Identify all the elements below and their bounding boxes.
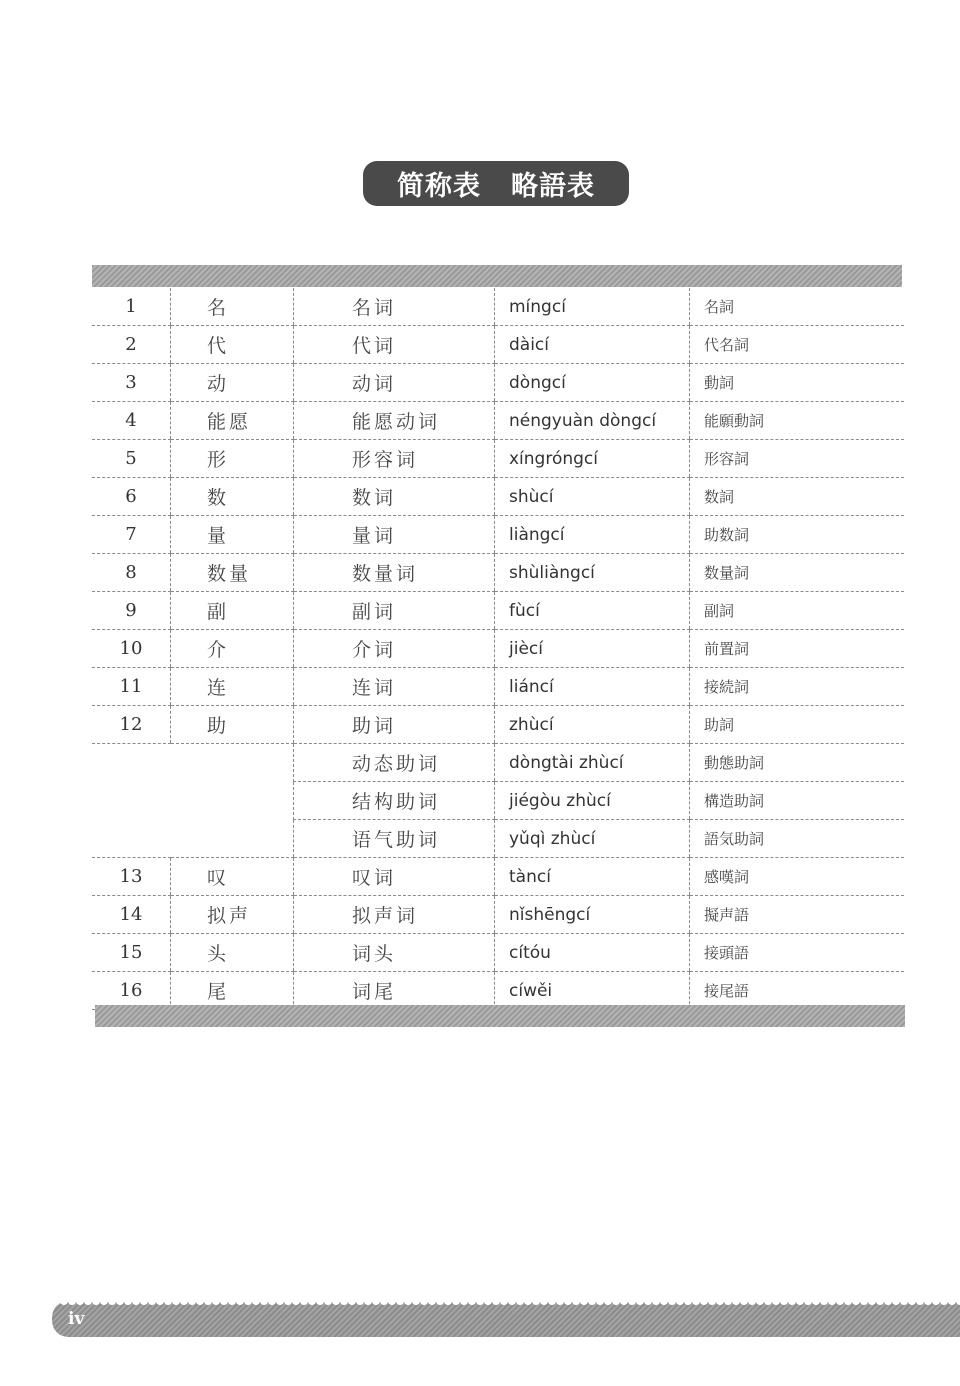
row-number xyxy=(92,744,171,782)
row-japanese: 名詞 xyxy=(690,288,905,326)
row-abbreviation: 介 xyxy=(171,630,294,668)
row-abbreviation: 数 xyxy=(171,478,294,516)
row-abbreviation xyxy=(171,820,294,858)
row-pinyin: shùcí xyxy=(495,478,690,516)
row-japanese: 副詞 xyxy=(690,592,905,630)
row-abbreviation: 动 xyxy=(171,364,294,402)
row-abbreviation: 拟声 xyxy=(171,896,294,934)
row-abbreviation: 尾 xyxy=(171,972,294,1010)
row-japanese: 構造助詞 xyxy=(690,782,905,820)
row-term: 助词 xyxy=(294,706,495,744)
row-term: 叹词 xyxy=(294,858,495,896)
row-pinyin: liáncí xyxy=(495,668,690,706)
table-row xyxy=(92,554,904,592)
row-pinyin: jiècí xyxy=(495,630,690,668)
row-abbreviation: 叹 xyxy=(171,858,294,896)
row-term: 动态助词 xyxy=(294,744,495,782)
table-row xyxy=(92,858,904,896)
row-term: 量词 xyxy=(294,516,495,554)
row-number: 2 xyxy=(92,326,171,364)
abbreviation-table xyxy=(92,288,904,1010)
table-row xyxy=(92,364,904,402)
table-row xyxy=(92,326,904,364)
table-row xyxy=(92,934,904,972)
row-japanese: 数量詞 xyxy=(690,554,905,592)
row-japanese: 接頭語 xyxy=(690,934,905,972)
row-abbreviation: 量 xyxy=(171,516,294,554)
row-japanese: 助数詞 xyxy=(690,516,905,554)
table-row xyxy=(92,668,904,706)
table-row xyxy=(92,972,904,1010)
row-abbreviation xyxy=(171,744,294,782)
row-abbreviation: 副 xyxy=(171,592,294,630)
table-row xyxy=(92,744,904,782)
row-pinyin: míngcí xyxy=(495,288,690,326)
row-number: 3 xyxy=(92,364,171,402)
row-abbreviation: 形 xyxy=(171,440,294,478)
row-japanese: 動態助詞 xyxy=(690,744,905,782)
table-row xyxy=(92,782,904,820)
row-term: 连词 xyxy=(294,668,495,706)
row-number: 6 xyxy=(92,478,171,516)
row-pinyin: dòngcí xyxy=(495,364,690,402)
row-number: 13 xyxy=(92,858,171,896)
row-japanese: 接続詞 xyxy=(690,668,905,706)
title-japanese: 略語表 xyxy=(511,171,595,202)
row-japanese: 前置詞 xyxy=(690,630,905,668)
row-number: 4 xyxy=(92,402,171,440)
row-term: 词尾 xyxy=(294,972,495,1010)
table-row xyxy=(92,478,904,516)
row-number: 9 xyxy=(92,592,171,630)
title-chinese: 简称表 xyxy=(397,171,481,202)
table-row xyxy=(92,630,904,668)
row-japanese: 能願動詞 xyxy=(690,402,905,440)
row-abbreviation: 代 xyxy=(171,326,294,364)
row-pinyin: tàncí xyxy=(495,858,690,896)
page-title xyxy=(363,161,629,206)
table-row xyxy=(92,402,904,440)
row-pinyin: zhùcí xyxy=(495,706,690,744)
table-row xyxy=(92,820,904,858)
row-japanese: 動詞 xyxy=(690,364,905,402)
table-row xyxy=(92,706,904,744)
row-term: 数词 xyxy=(294,478,495,516)
row-japanese: 語気助詞 xyxy=(690,820,905,858)
row-number: 7 xyxy=(92,516,171,554)
row-abbreviation: 头 xyxy=(171,934,294,972)
row-term: 动词 xyxy=(294,364,495,402)
row-term: 形容词 xyxy=(294,440,495,478)
row-japanese: 感嘆詞 xyxy=(690,858,905,896)
row-term: 能愿动词 xyxy=(294,402,495,440)
page-number: iv xyxy=(68,1309,85,1329)
table-body xyxy=(92,288,904,1010)
row-pinyin: cíwěi xyxy=(495,972,690,1010)
row-pinyin: shùliàngcí xyxy=(495,554,690,592)
row-pinyin: xíngróngcí xyxy=(495,440,690,478)
row-number xyxy=(92,820,171,858)
table-bottom-bar xyxy=(95,1005,905,1027)
row-pinyin: nǐshēngcí xyxy=(495,896,690,934)
row-abbreviation: 连 xyxy=(171,668,294,706)
row-abbreviation: 助 xyxy=(171,706,294,744)
row-pinyin: cítóu xyxy=(495,934,690,972)
row-term: 词头 xyxy=(294,934,495,972)
row-pinyin: jiégòu zhùcí xyxy=(495,782,690,820)
row-number: 14 xyxy=(92,896,171,934)
row-number: 5 xyxy=(92,440,171,478)
row-japanese: 数詞 xyxy=(690,478,905,516)
row-term: 副词 xyxy=(294,592,495,630)
row-pinyin: dòngtài zhùcí xyxy=(495,744,690,782)
table-row xyxy=(92,440,904,478)
row-term: 拟声词 xyxy=(294,896,495,934)
row-abbreviation: 名 xyxy=(171,288,294,326)
row-term: 结构助词 xyxy=(294,782,495,820)
row-abbreviation: 能愿 xyxy=(171,402,294,440)
row-japanese: 擬声語 xyxy=(690,896,905,934)
table-row xyxy=(92,288,904,326)
row-number: 16 xyxy=(92,972,171,1010)
table-row xyxy=(92,896,904,934)
row-abbreviation: 数量 xyxy=(171,554,294,592)
table-row xyxy=(92,516,904,554)
row-number xyxy=(92,782,171,820)
row-pinyin: dàicí xyxy=(495,326,690,364)
row-number: 1 xyxy=(92,288,171,326)
row-term: 语气助词 xyxy=(294,820,495,858)
row-pinyin: liàngcí xyxy=(495,516,690,554)
row-pinyin: yǔqì zhùcí xyxy=(495,820,690,858)
row-number: 11 xyxy=(92,668,171,706)
row-term: 代词 xyxy=(294,326,495,364)
row-term: 数量词 xyxy=(294,554,495,592)
table-row xyxy=(92,592,904,630)
row-japanese: 形容詞 xyxy=(690,440,905,478)
row-japanese: 接尾語 xyxy=(690,972,905,1010)
row-pinyin: néngyuàn dòngcí xyxy=(495,402,690,440)
row-abbreviation xyxy=(171,782,294,820)
row-japanese: 代名詞 xyxy=(690,326,905,364)
row-term: 名词 xyxy=(294,288,495,326)
row-number: 8 xyxy=(92,554,171,592)
row-pinyin: fùcí xyxy=(495,592,690,630)
row-number: 15 xyxy=(92,934,171,972)
row-number: 12 xyxy=(92,706,171,744)
row-japanese: 助詞 xyxy=(690,706,905,744)
footer xyxy=(52,1301,960,1337)
table-top-bar xyxy=(92,265,902,287)
row-term: 介词 xyxy=(294,630,495,668)
row-number: 10 xyxy=(92,630,171,668)
